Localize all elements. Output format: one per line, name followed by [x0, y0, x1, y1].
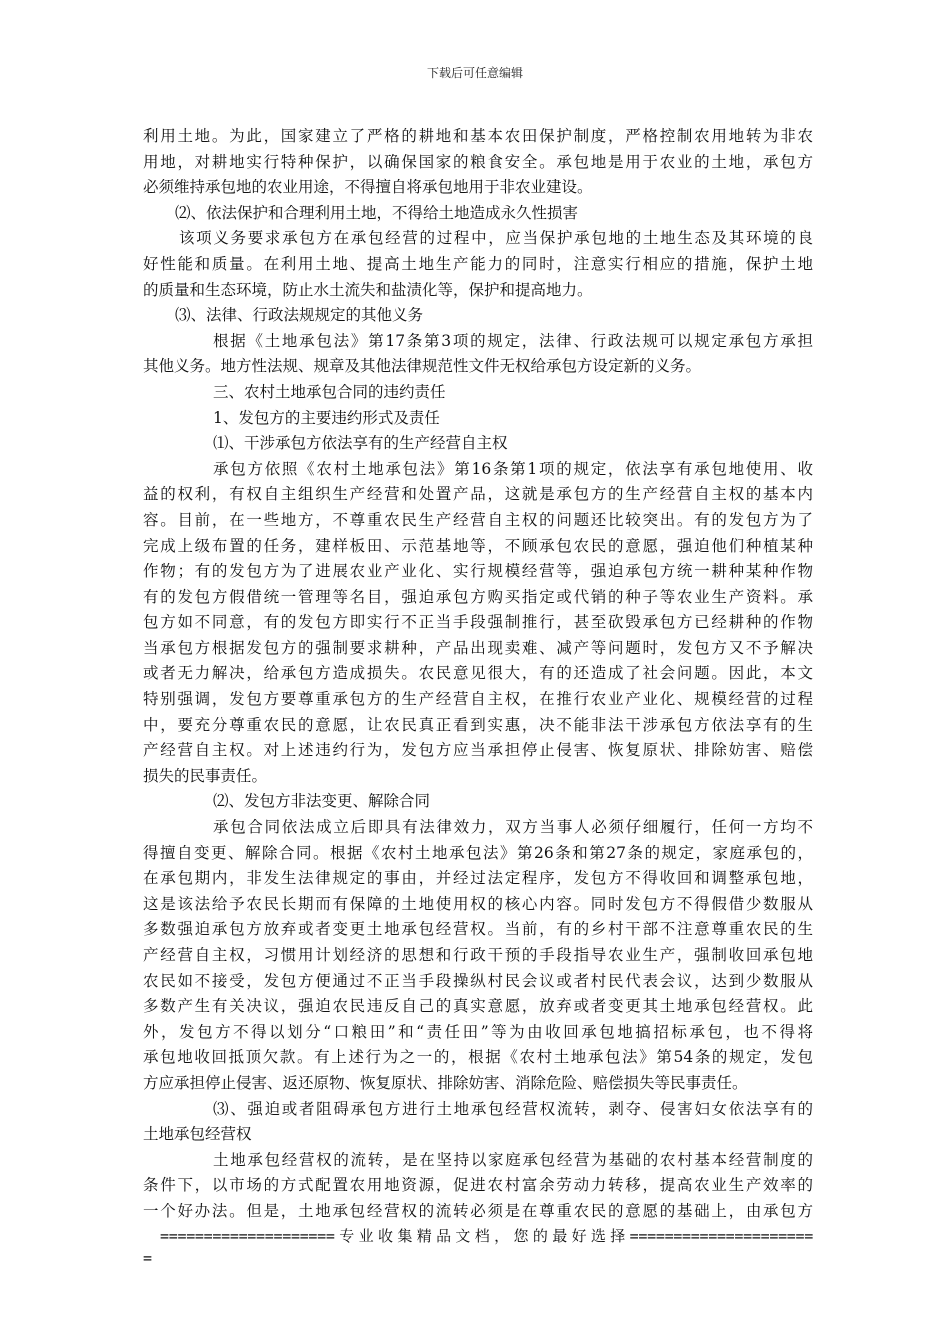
- text-line: 或者无力解决，给承包方造成损失。农民意见很大，有的还造成了社会问题。因此，本文: [143, 664, 813, 683]
- text-line: 作物；有的发包方为了进展农业产业化、实行规模经营等，强迫承包方统一耕种某种作物: [143, 562, 813, 581]
- text-line: 必须维持承包地的农业用途，不得擅自将承包地用于非农业建设。: [143, 178, 593, 197]
- text-line: 根据《土地承包法》第17条第3项的规定，法律、行政法规可以规定承包方承担: [213, 331, 813, 350]
- text-line: 承包合同依法成立后即具有法律效力，双方当事人必须仔细履行，任何一方均不: [213, 818, 813, 837]
- page-footer: [143, 1225, 813, 1269]
- text-line: 三、农村土地承包合同的违约责任: [213, 382, 446, 401]
- text-line: 土地承包经营权: [143, 1125, 252, 1144]
- text-line: 用地，对耕地实行特种保护，以确保国家的粮食安全。承包地是用于农业的土地，承包方: [143, 152, 813, 171]
- text-line: 这是该法给予农民长期而有保障的土地使用权的核心内容。同时发包方不得假借少数服从: [143, 894, 813, 913]
- text-line: ⑵、发包方非法变更、解除合同: [213, 792, 431, 811]
- text-line: 容。目前，在一些地方，不尊重农民生产经营自主权的问题还比较突出。有的发包方为了: [143, 510, 813, 529]
- text-line: 方应承担停止侵害、返还原物、恢复原状、排除妨害、消除危险、赔偿损失等民事责任。: [143, 1073, 748, 1092]
- text-line: 该项义务要求承包方在承包经营的过程中，应当保护承包地的土地生态及其环境的良: [179, 229, 813, 248]
- text-line: 产经营自主权，习惯用计划经济的思想和行政干预的手段指导农业生产，强制收回承包地: [143, 946, 813, 964]
- text-line: 完成上级布置的任务，建样板田、示范基地等，不顾承包农民的意愿，强迫他们种植某种: [143, 536, 813, 555]
- text-line: 利用土地。为此，国家建立了严格的耕地和基本农田保护制度，严格控制农用地转为非农: [143, 127, 813, 145]
- text-line: ⑶、法律、行政法规规定的其他义务: [175, 306, 424, 325]
- text-line: 在承包期内，非发生法律规定的事由，并经过法定程序，发包方不得收回和调整承包地，: [143, 869, 813, 888]
- text-line: 损失的民事责任。: [143, 766, 268, 785]
- text-line: 外，发包方不得以划分“口粮田”和“责任田”等为由收回承包地搞招标承包，也不得将: [143, 1022, 813, 1041]
- text-line: 承包方依照《农村土地承包法》第16条第1项的规定，依法享有承包地使用、收: [213, 459, 813, 478]
- text-line: 有的发包方假借统一管理等名目，强迫承包方购买指定或代销的种子等农业生产资料。承: [143, 587, 813, 606]
- text-line: 条件下，以市场的方式配置农用地资源，促进农村富余劳动力转移，提高农业生产效率的: [143, 1176, 813, 1195]
- text-line: 产经营自主权。对上述违约行为，发包方应当承担停止侵害、恢复原状、排除妨害、赔偿: [143, 741, 813, 760]
- text-line: ⑶、强迫或者阻碍承包方进行土地承包经营权流转，剥夺、侵害妇女依法享有的: [213, 1099, 813, 1118]
- text-line: 中，要充分尊重农民的意愿，让农民真正看到实惠，决不能非法干涉承包方依法享有的生: [143, 715, 813, 734]
- text-line: 承包地收回抵顶欠款。有上述行为之一的，根据《农村土地承包法》第54条的规定，发包: [143, 1048, 813, 1067]
- text-line: 多数强迫承包方放弃或者变更土地承包经营权。当前，有的乡村干部不注意尊重农民的生: [143, 920, 813, 939]
- text-line: ⑴、干涉承包方依法享有的生产经营自主权: [213, 434, 508, 453]
- text-line: 其他义务。地方性法规、规章及其他法律规范性文件无权给承包方设定新的义务。: [143, 357, 702, 376]
- text-line: 特别强调，发包方要尊重承包方的生产经营自主权，在推行农业产业化、规模经营的过程: [143, 690, 813, 709]
- text-line: 好性能和质量。在利用土地、提高土地生产能力的同时，注意实行相应的措施，保护土地: [143, 254, 813, 273]
- text-line: 多数产生有关决议，强迫农民违反自己的真实意愿，放弃或者变更其土地承包经营权。此: [143, 997, 813, 1016]
- text-line: 1、发包方的主要违约形式及责任: [213, 408, 440, 427]
- text-line: 当承包方根据发包方的强制要求耕种，产品出现卖难、减产等问题时，发包方又不予解决: [143, 638, 813, 657]
- text-line: 一个好办法。但是，土地承包经营权的流转必须是在尊重农民的意愿的基础上，由承包方: [143, 1201, 813, 1220]
- text-line: ⑵、依法保护和合理利用土地，不得给土地造成永久性损害: [175, 203, 579, 222]
- document-body: [143, 124, 813, 1225]
- text-line: 的质量和生态环境，防止水土流失和盐渍化等，保护和提高地力。: [143, 280, 593, 299]
- page-header: 下载后可任意编辑: [426, 66, 523, 80]
- text-line: 益的权利，有权自主组织生产经营和处置产品，这就是承包方的生产经营自主权的基本内: [143, 485, 813, 504]
- footer-banner-tail: =: [143, 1249, 153, 1267]
- text-line: 农民如不接受，发包方便通过不正当手段操纵村民会议或者村民代表会议，达到少数服从: [143, 971, 813, 990]
- text-line: 得擅自变更、解除合同。根据《农村土地承包法》第26条和第27条的规定，家庭承包的，: [143, 843, 813, 862]
- footer-banner: ====================专业收集精品文档，您的最好选择=====================: [160, 1227, 813, 1245]
- text-line: 包方如不同意，有的发包方即实行不正当手段强制推行，甚至砍毁承包方已经耕种的作物: [143, 613, 813, 632]
- text-line: 土地承包经营权的流转，是在坚持以家庭承包经营为基础的农村基本经营制度的: [213, 1150, 813, 1169]
